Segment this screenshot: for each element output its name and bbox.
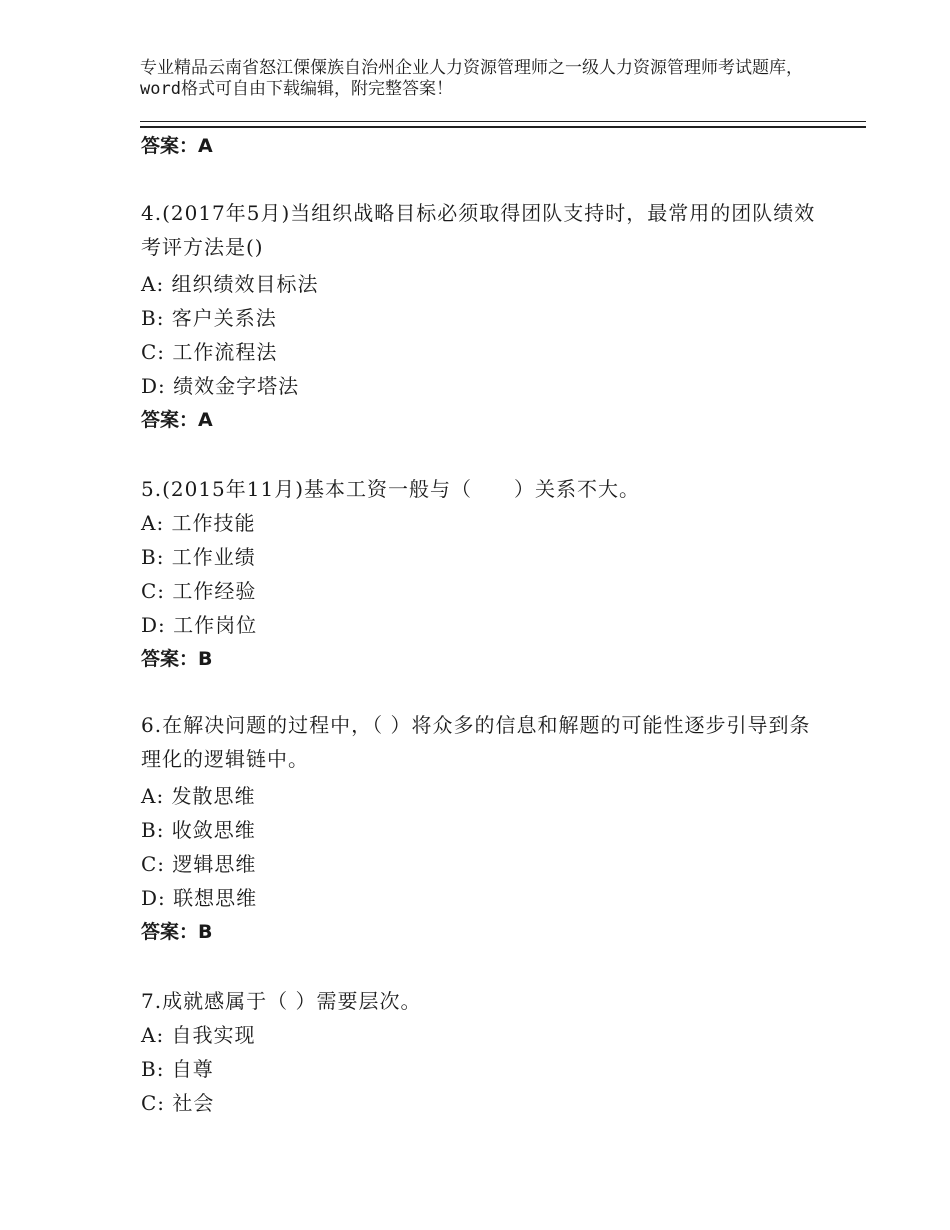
option-b: B: 工作业绩: [141, 545, 256, 569]
option-a: A: 自我实现: [141, 1023, 256, 1047]
header-divider: [140, 121, 866, 128]
option-b: B: 收敛思维: [141, 818, 256, 842]
option-b: B: 客户关系法: [141, 306, 277, 330]
option-c: C: 工作流程法: [141, 340, 278, 364]
question-text: 5.(2015年11月)基本工资一般与（ ）关系不大。: [141, 477, 641, 501]
answer-label: 答案：A: [141, 135, 213, 157]
option-a: A: 工作技能: [141, 511, 256, 535]
option-c: C: 工作经验: [141, 579, 257, 603]
answer-label: 答案：B: [141, 648, 213, 670]
answer-label: 答案：A: [141, 409, 213, 431]
question-text: 7.成就感属于（ ）需要层次。: [141, 989, 422, 1013]
option-d: D: 绩效金字塔法: [141, 374, 300, 398]
option-c: C: 社会: [141, 1091, 215, 1115]
option-a: A: 组织绩效目标法: [141, 272, 319, 296]
option-a: A: 发散思维: [141, 784, 256, 808]
option-d: D: 工作岗位: [141, 613, 258, 637]
answer-label: 答案：B: [141, 921, 213, 943]
question-text: 4.(2017年5月)当组织战略目标必须取得团队支持时，最常用的团队绩效考评方法是(): [141, 201, 816, 259]
document-header: 专业精品云南省怒江傈僳族自治州企业人力资源管理师之一级人力资源管理师考试题库，word格式可自由下载编辑，附完整答案！: [140, 58, 803, 99]
option-b: B: 自尊: [141, 1057, 214, 1081]
option-d: D: 联想思维: [141, 886, 258, 910]
question-text: 6.在解决问题的过程中，（ ）将众多的信息和解题的可能性逐步引导到条理化的逻辑链中。: [141, 713, 811, 771]
option-c: C: 逻辑思维: [141, 852, 257, 876]
